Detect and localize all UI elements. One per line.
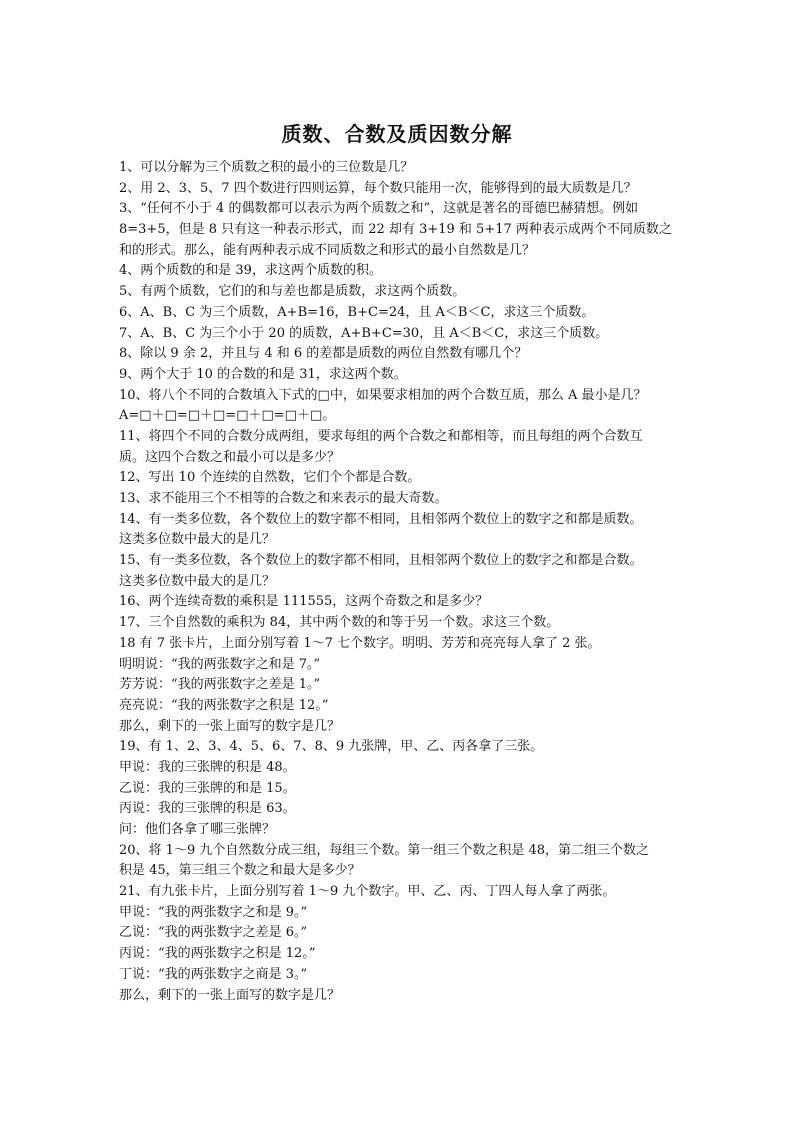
text-line: 甲说：“我的两张数字之和是 9。” bbox=[119, 904, 308, 920]
text-line: 12、写出 10 个连续的自然数，它们个个都是合数。 bbox=[119, 470, 421, 486]
text-line: 丙说：“我的两张数字之积是 12。” bbox=[119, 946, 316, 962]
text-line: 丁说：“我的两张数字之商是 3。” bbox=[119, 966, 308, 982]
text-line: 这类多位数中最大的是几？ bbox=[119, 573, 276, 589]
text-line: 6、A、B、C 为三个质数，A+B=16，B+C=24，且 A＜B＜C，求这三个质数。 bbox=[119, 304, 595, 320]
text-line: 丙说：我的三张牌的积是 63。 bbox=[119, 801, 296, 817]
text-line: 积是 45，第三组三个数之和最大是多少？ bbox=[119, 863, 361, 879]
page-title: 质数、合数及质因数分解 bbox=[281, 122, 513, 146]
problem-list bbox=[119, 158, 679, 1006]
text-line: 芳芳说：“我的两张数字之差是 1。” bbox=[119, 677, 321, 693]
text-line: 17、三个自然数的乘积为 84，其中两个数的和等于另一个数。求这三个数。 bbox=[119, 615, 560, 631]
text-line: 3、“任何不小于 4 的偶数都可以表示为两个质数之和”，这就是著名的哥德巴赫猜想。例如 bbox=[119, 201, 639, 217]
text-line: 那么，剩下的一张上面写的数字是几？ bbox=[119, 718, 341, 734]
text-line: 这类多位数中最大的是几？ bbox=[119, 532, 276, 548]
text-line: 7、A、B、C 为三个小于 20 的质数，A+B+C=30，且 A＜B＜C，求这三个质数。 bbox=[119, 325, 609, 341]
text-line: 亮亮说：“我的两张数字之积是 12。” bbox=[119, 697, 329, 713]
text-line: 9、两个大于 10 的合数的和是 31，求这两个数。 bbox=[119, 366, 407, 382]
text-line: 8=3+5，但是 8 只有这一种表示形式，而 22 却有 3+19 和 5+17 两种表示成两个不同质数之 bbox=[119, 222, 672, 238]
text-line: 甲说：我的三张牌的积是 48。 bbox=[119, 759, 296, 775]
text-line: 15、有一类多位数，各个数位上的数字都不相同，且相邻两个数位上的数字之和都是合数。 bbox=[119, 553, 643, 569]
text-line: 10、将八个不同的合数填入下式的□中，如果要求相加的两个合数互质，那么 A 最小是几？ bbox=[119, 387, 647, 403]
text-line: 5、有两个质数，它们的和与差也都是质数，求这两个质数。 bbox=[119, 284, 466, 300]
text-line: 乙说：“我的两张数字之差是 6。” bbox=[119, 925, 308, 941]
text-line: 20、将 1～9 九个自然数分成三组，每组三个数。第一组三个数之积是 48，第二组三个数之 bbox=[119, 842, 650, 858]
text-line: 13、求不能用三个不相等的合数之和来表示的最大奇数。 bbox=[119, 491, 448, 506]
text-line: A=□＋□=□＋□=□＋□=□＋□。 bbox=[119, 408, 336, 424]
text-line: 乙说：我的三张牌的和是 15。 bbox=[119, 780, 296, 796]
text-line: 8、除以 9 余 2，并且与 4 和 6 的差都是质数的两位自然数有哪几个？ bbox=[119, 346, 528, 362]
text-line: 和的形式。那么，能有两种表示成不同质数之和形式的最小自然数是几？ bbox=[119, 242, 536, 258]
text-line: 11、将四个不同的合数分成两组，要求每组的两个合数之和都相等，而且每组的两个合数互 bbox=[119, 428, 643, 444]
text-line: 问：他们各拿了哪三张牌？ bbox=[119, 822, 276, 837]
text-line: 明明说：“我的两张数字之和是 7。” bbox=[119, 656, 321, 672]
text-line: 19、有 1、2、3、4、5、6、7、8、9 九张牌，甲、乙、丙各拿了三张。 bbox=[119, 739, 544, 755]
text-line: 4、两个质数的和是 39，求这两个质数的积。 bbox=[119, 263, 382, 279]
text-line: 16、两个连续奇数的乘积是 111555，这两个奇数之和是多少？ bbox=[119, 594, 489, 610]
text-line: 21、有九张卡片，上面分别写着 1～9 九个数字。甲、乙、丙、丁四人每人拿了两张。 bbox=[119, 884, 616, 900]
text-line: 1、可以分解为三个质数之积的最小的三位数是几？ bbox=[119, 160, 414, 175]
text-line: 那么，剩下的一张上面写的数字是几？ bbox=[119, 987, 341, 1003]
text-line: 14、有一类多位数，各个数位上的数字都不相同，且相邻两个数位上的数字之和都是质数。 bbox=[119, 511, 643, 527]
text-line: 质。这四个合数之和最小可以是多少？ bbox=[119, 449, 341, 465]
text-line: 18 有 7 张卡片，上面分别写着 1～7 七个数字。明明、芳芳和亮亮每人拿了 2 张。 bbox=[119, 635, 601, 651]
text-line: 2、用 2、3、5、7 四个数进行四则运算，每个数只能用一次，能够得到的最大质数是几？ bbox=[119, 180, 637, 196]
